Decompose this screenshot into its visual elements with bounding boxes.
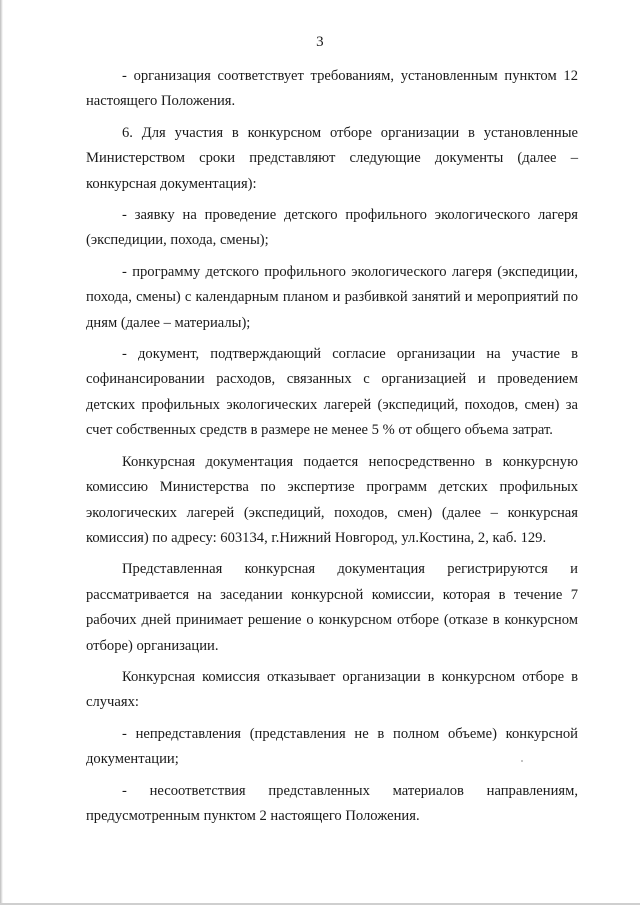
paragraph-registration-review: Представленная конкурсная документация регистрируются и рассматривается на заседании конкурсной комиссии, которая в течение 7 рабочих дней принимает решение о конкурсном отборе (отказе в конкурсном отборе) организации. [86,561,578,654]
paragraph-item-cofinancing: - документ, подтверждающий согласие организации на участие в софинансировании расходов, связанных с организацией и проведением детских профильных экологических лагерей (экспедиций, походов, смен) за счет собственных средств в размере не менее 5 % от общего объема затрат. [86,346,578,439]
paragraph-org-requirements: - организация соответствует требованиям, установленным пунктом 12 настоящего Положения. [86,68,578,110]
paragraph-section-6-documents: 6. Для участия в конкурсном отборе организации в установленные Министерством сроки представляют следующие документы (далее – конкурсная документация): [86,124,578,192]
paragraph-refusal-mismatch: - несоответствия представленных материалов направлениям, предусмотренным пунктом 2 настоящего Положения. [86,782,578,824]
scan-edge-left [0,0,3,905]
page-number: 3 [316,34,324,50]
paragraph-refusal-incomplete: - непредставления (представления не в полном объеме) конкурсной документации; [86,725,578,768]
paragraph-refusal-cases: Конкурсная комиссия отказывает организации в конкурсном отборе в случаях: [86,668,578,711]
document-body [86,64,578,829]
paragraph-submission-address: Конкурсная документация подается непосредственно в конкурсную комиссию Министерства по экспертизе программ детских профильных экологических лагерей (экспедиций, походов, смен) (далее – конкурсная комиссия) по адресу: 603134, г.Нижний Новгород, ул.Костина, 2, каб. 129. [86,453,578,546]
paragraph-item-application: - заявку на проведение детского профильного экологического лагеря (экспедиции, похода, смены); [86,207,578,249]
paragraph-item-program: - программу детского профильного экологического лагеря (экспедиции, похода, смены) с календарным планом и разбивкой занятий и мероприятий по дням (далее – материалы); [86,263,578,331]
